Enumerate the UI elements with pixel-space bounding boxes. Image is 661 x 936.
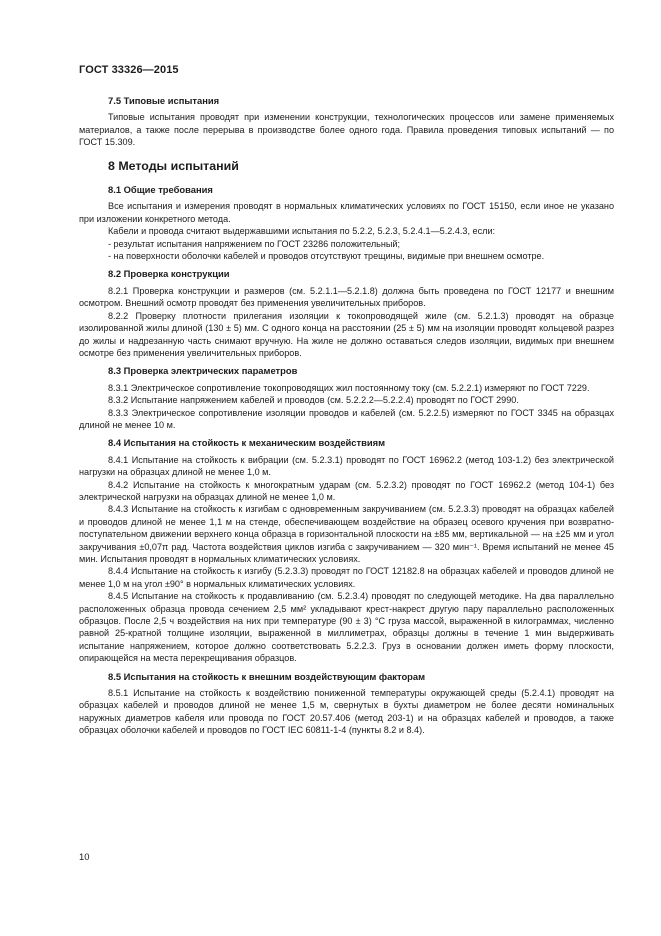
paragraph: Типовые испытания проводят при изменении конструкции, технологических процессов или замене применяемых материалов, а также после перерыва в производстве более одного года. Правила проведения типовых испытаний — по ГОСТ 15.309.	[79, 112, 614, 148]
heading-8-4: 8.4 Испытания на стойкость к механическим воздействиям	[108, 437, 386, 449]
paragraph: 8.4.2 Испытание на стойкость к многократным ударам (см. 5.2.3.2) проводят по ГОСТ 16962.2 (метод 104-1) без электрической нагрузки на образцах длиной не менее 1,0 м.	[79, 479, 614, 502]
paragraph: 8.4.5 Испытание на стойкость к продавливанию (см. 5.2.3.4) проводят по следующей методике. На два параллельно расположенных образца провода сечением 2,5 мм² укладывают крест-накрест другую пару параллельно расположенных образцов. После 2,5 ч воздействия на них при температуре (90 ± 3) °С груза массой, выраженной в килограммах, численно равной 25-кратной толщине изоляции, выраженной в миллиметрах, образцы должны в течение 1 мин выдерживать испытание напряжением, которое должно соответствовать 5.2.2.3. Груз в основании должен иметь форму плоскости, опирающейся на места перекрещивания образцов.	[79, 591, 614, 664]
paragraph: 8.3.2 Испытание напряжением кабелей и проводов (см. 5.2.2.2—5.2.2.4) проводят по ГОСТ 2990.	[108, 395, 519, 406]
paragraph: 8.3.3 Электрическое сопротивление изоляции проводов и кабелей (см. 5.2.2.5) измеряют по ГОСТ 3345 на образцах длиной не менее 10 м.	[79, 407, 614, 430]
heading-8-1: 8.1 Общие требования	[108, 184, 213, 196]
heading-7-5: 7.5 Типовые испытания	[108, 95, 220, 106]
paragraph: 8.5.1 Испытание на стойкость к воздействию пониженной температуры окружающей среды (5.2.4.1) проводят на образцах кабелей и проводов длиной не менее 1,5 м, свернутых в бухты диаметром не более десяти номинальных наружных диаметров кабеля или провода по ГОСТ 20.57.406 (метод 203-1) и на образцах кабелей и проводов, а также образцах оболочки кабелей и проводов по ГОСТ IEC 60811-1-4 (пункты 8.2 и 8.4).	[79, 688, 614, 736]
paragraph: 8.2.2 Проверку плотности прилегания изоляции к токопроводящей жиле (см. 5.2.1.3) проводят на образце изолированной жилы длиной (130 ± 5) мм. С одного конца на расстоянии (25 ± 5) мм на изоляции проводят кольцевой разрез до жилы и надрезанную часть снимают вручную. На жиле не должно оставаться следов изоляции, видимых при внешнем осмотре без применения увеличительных приборов.	[79, 310, 614, 358]
paragraph: 8.3.1 Электрическое сопротивление токопроводящих жил постоянному току (см. 5.2.2.1) измеряют по ГОСТ 7229.	[108, 382, 590, 393]
paragraph: 8.4.4 Испытание на стойкость к изгибу (5.2.3.3) проводят по ГОСТ 12182.8 на образцах кабелей и проводов длиной не менее 1,0 м на угол ±90° в нормальных климатических условиях.	[79, 566, 614, 589]
page-number: 10	[79, 851, 90, 862]
heading-8: 8 Методы испытаний	[108, 158, 239, 173]
paragraph: 8.4.3 Испытание на стойкость к изгибам с одновременным закручиванием (см. 5.2.3.3) проводят на образцах кабелей и проводов длиной не менее 1,1 м на стенде, обеспечивающем воздействие на образец осевого кручения при возвратно-поступательном движении верхнего конца образца в горизонтальной плоскости на ±85 мм, вертикальной — на ±25 мм и угол закручивания ±0,07π рад. Частота воздействия циклов изгиба с закручиванием — 320 мин⁻¹. Время испытаний не менее 45 мин. Испытания проводят в нормальных климатических условиях.	[79, 504, 614, 564]
heading-8-5: 8.5 Испытания на стойкость к внешним воздействующим факторам	[108, 670, 426, 682]
document-body	[79, 95, 614, 737]
paragraph: Все испытания и измерения проводят в нормальных климатических условиях по ГОСТ 15150, если иное не указано при изложении конкретного метода.	[79, 201, 614, 224]
paragraph: 8.2.1 Проверка конструкции и размеров (см. 5.2.1.1—5.2.1.8) должна быть проведена по ГОСТ 12177 и внешним осмотром. Внешний осмотр проводят без применения увеличительных приборов.	[79, 285, 614, 309]
list-item: - на поверхности оболочки кабелей и проводов отсутствуют трещины, видимые при внешнем осмотре.	[108, 251, 545, 262]
heading-8-3: 8.3 Проверка электрических параметров	[108, 365, 298, 377]
list-item: - результат испытания напряжением по ГОСТ 23286 положительный;	[108, 238, 401, 249]
document-header: ГОСТ 33326—2015	[79, 64, 179, 76]
heading-8-2: 8.2 Проверка конструкции	[108, 268, 230, 280]
paragraph: 8.4.1 Испытание на стойкость к вибрации (см. 5.2.3.1) проводят по ГОСТ 16962.2 (метод 103-1.2) без электрической нагрузки на образцах длиной не менее 1,0 м.	[79, 454, 614, 478]
paragraph: Кабели и провода считают выдержавшими испытания по 5.2.2, 5.2.3, 5.2.4.1—5.2.4.3, если:	[108, 226, 496, 237]
